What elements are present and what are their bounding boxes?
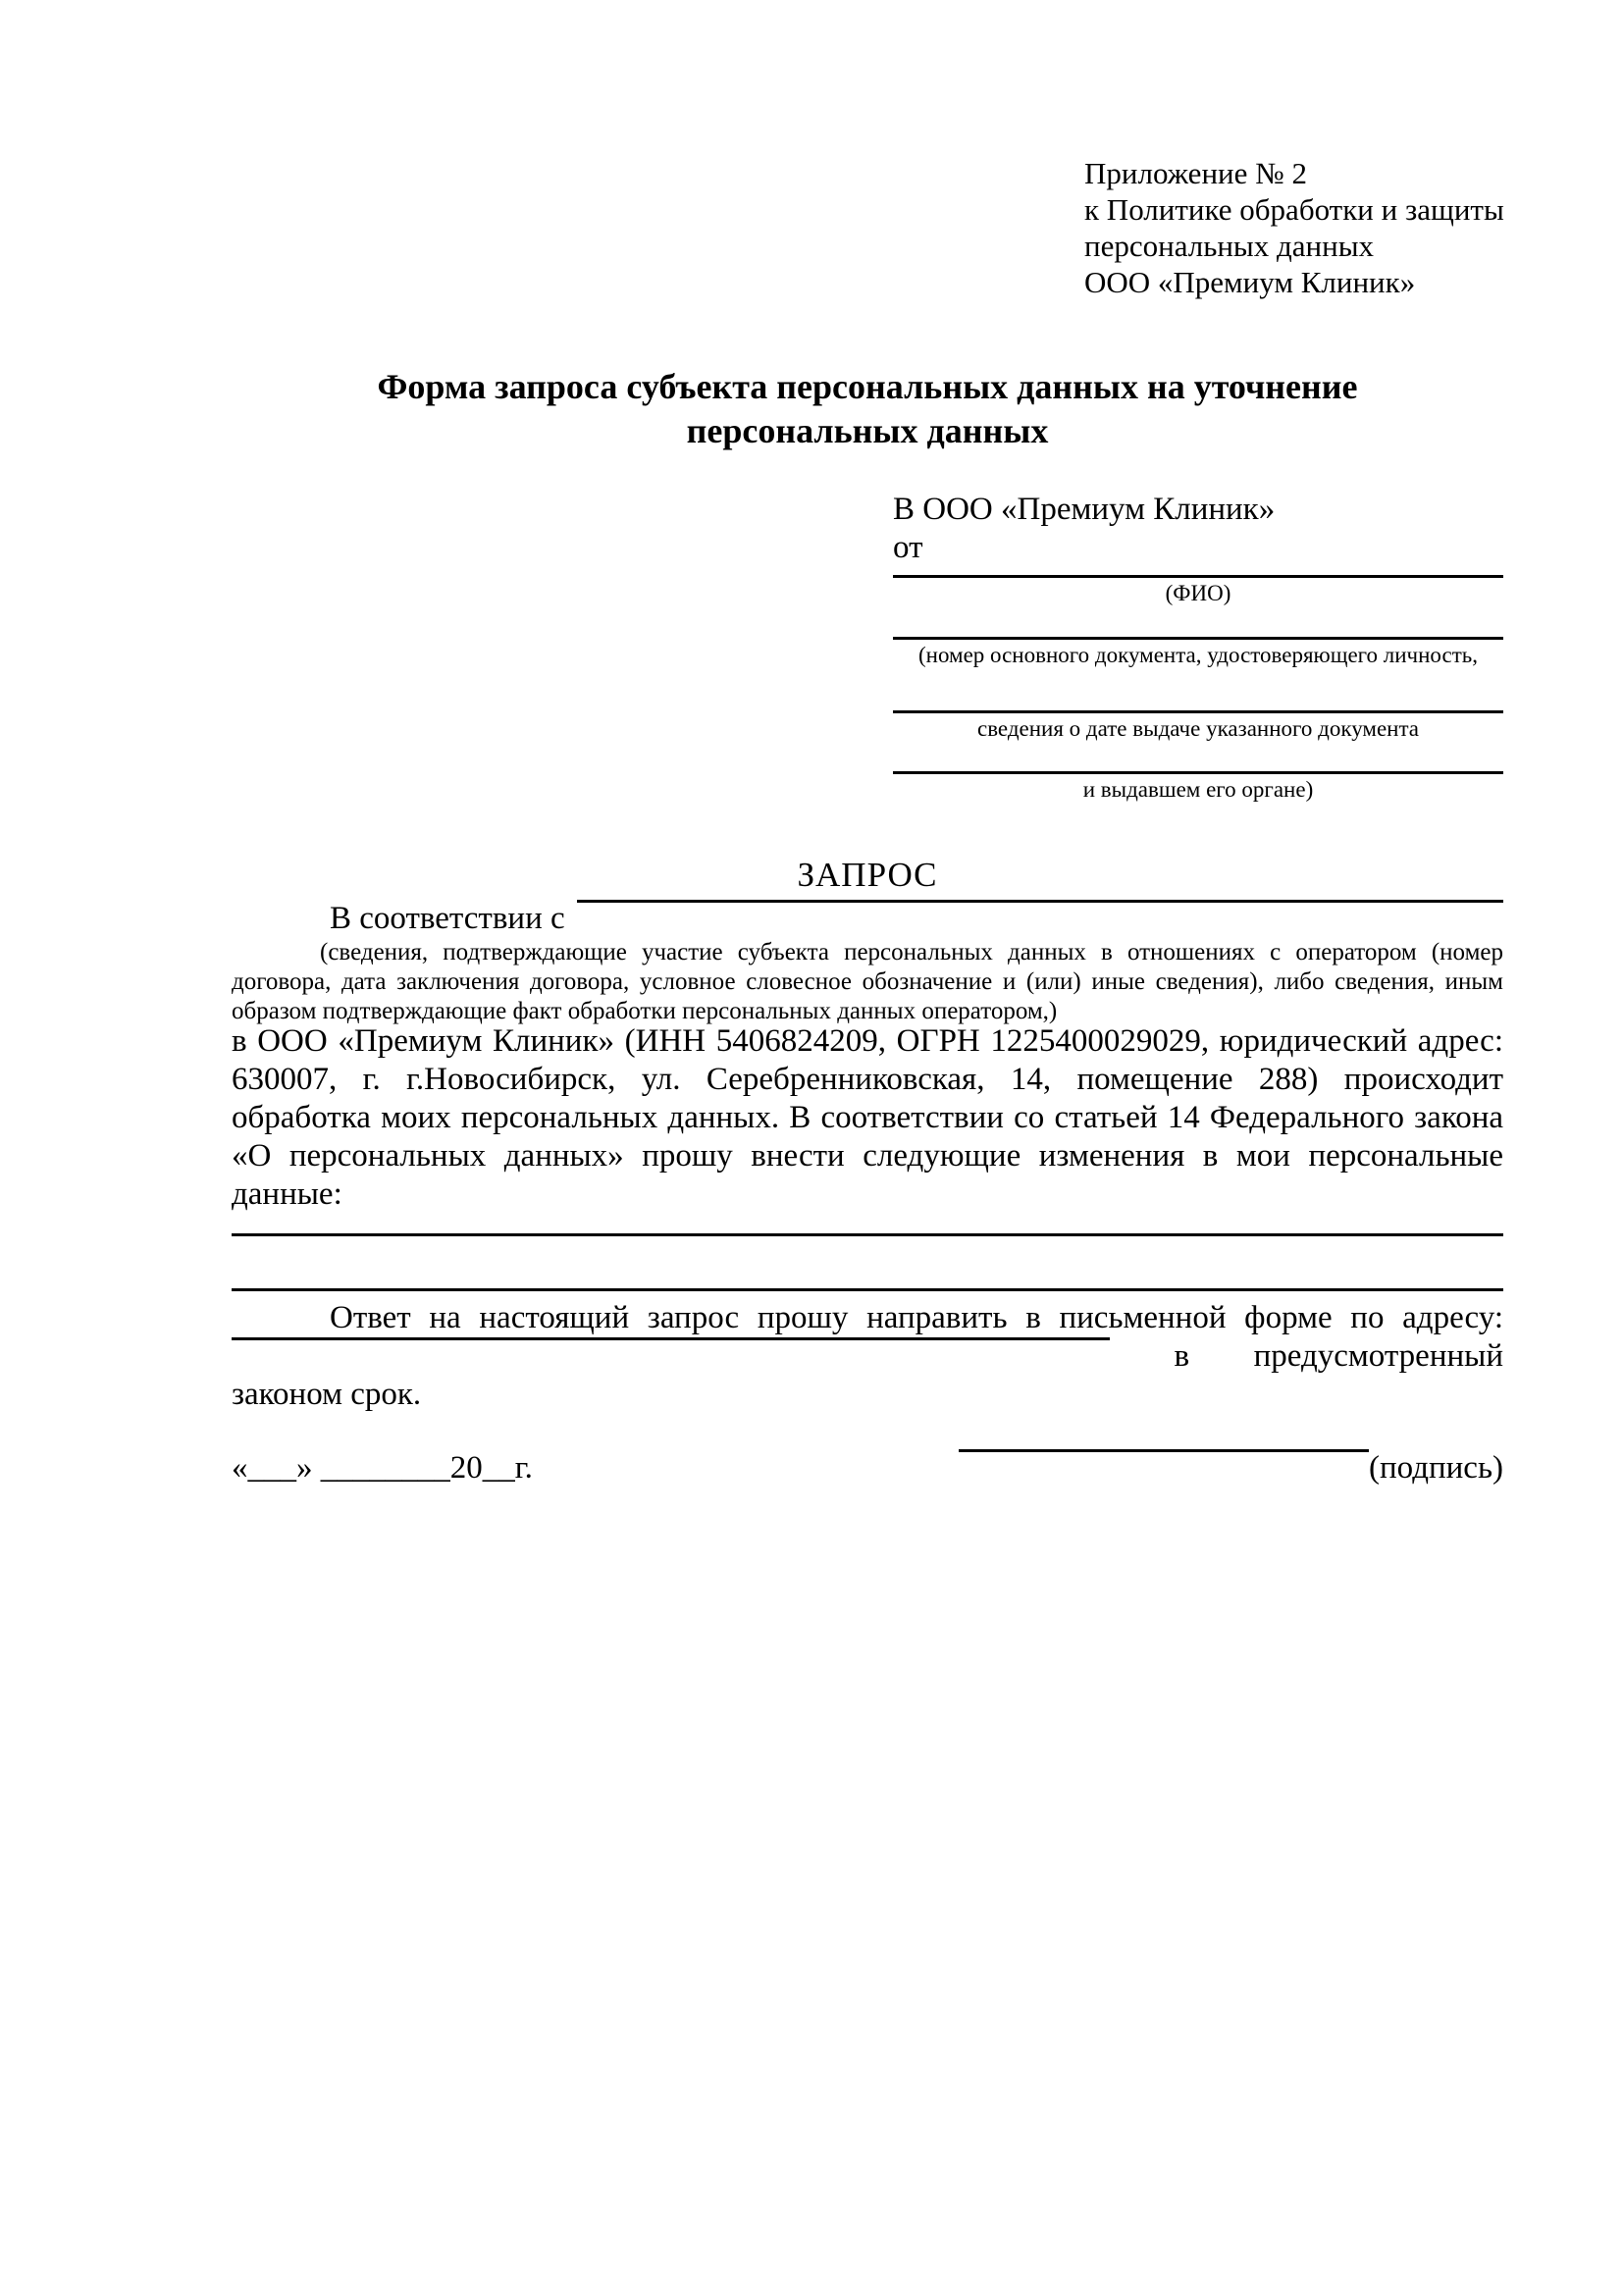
form-title: Форма запроса субъекта персональных данных на уточнение персональных данных bbox=[377, 367, 1358, 450]
amendments-blank-line-2 bbox=[232, 1288, 1503, 1291]
reply-instruction-line: Ответ на настоящий запрос прошу направить в письменной форме по адресу: bbox=[330, 1300, 1503, 1335]
request-body-paragraph: в ООО «Премиум Клиник» (ИНН 5406824209, ОГРН 1225400029029, юридический адрес: 630007, г. г.Новосибирск, ул. Серебренниковская, 14, помещение 288) происходит обработка моих персональных данных. В соответствии со статьей 14 Федерального закона «О персональных данных» прошу внести следующие изменения в мои персональные данные: bbox=[232, 1023, 1503, 1212]
appendix-note-line: к Политике обработки и защиты bbox=[1084, 192, 1504, 227]
document-date-blank-line bbox=[893, 710, 1503, 713]
appendix-note bbox=[1084, 155, 1503, 300]
document-number-blank-line bbox=[893, 637, 1503, 640]
document-number-caption: (номер основного документа, удостоверяющего личность, bbox=[917, 643, 1478, 667]
appendix-note-line: персональных данных bbox=[1084, 229, 1375, 263]
amendments-blank-line-1 bbox=[232, 1233, 1503, 1236]
appendix-note-line: Приложение № 2 bbox=[1084, 156, 1307, 190]
appendix-note-line: ООО «Премиум Клиник» bbox=[1084, 265, 1416, 299]
request-heading: ЗАПРОС bbox=[797, 856, 938, 894]
fio-caption: (ФИО) bbox=[1165, 581, 1231, 605]
intro-line bbox=[232, 900, 1503, 938]
signature-blank-line bbox=[959, 1449, 1369, 1452]
signature-area bbox=[959, 1449, 1503, 1488]
intro-blank-line bbox=[577, 900, 1503, 903]
reply-address-blank-line bbox=[232, 1337, 1110, 1340]
document-issuer-blank-line bbox=[893, 771, 1503, 774]
addressee-to: В ООО «Премиум Клиник» bbox=[893, 492, 1276, 527]
document-date-caption: сведения о дате выдаче указанного документа bbox=[976, 716, 1420, 741]
reply-word-v: в bbox=[1174, 1338, 1190, 1374]
addressee-from-label: от bbox=[893, 530, 923, 565]
date-placeholder: «___» ________20__г. bbox=[232, 1450, 533, 1486]
reply-address-line bbox=[232, 1337, 1503, 1376]
intro-prefix: В соответствии с bbox=[330, 901, 565, 936]
fio-blank-line bbox=[893, 575, 1503, 578]
addressee-block bbox=[893, 491, 1503, 804]
signature-caption: (подпись) bbox=[1369, 1450, 1503, 1486]
date-signature-row bbox=[232, 1449, 1503, 1488]
reply-word-predusmotrennyy: предусмотренный bbox=[1253, 1338, 1503, 1374]
intro-caption: (сведения, подтверждающие участие субъекта персональных данных в отношениях с оператором (номер договора, дата заключения договора, условное словесное обозначение и (или) иные сведения), либо сведения, иным образом подтверждающие факт обработки персональных данных оператором,) bbox=[232, 939, 1503, 1024]
document-issuer-caption: и выдавшем его органе) bbox=[1082, 777, 1314, 802]
reply-closing: законом срок. bbox=[232, 1377, 422, 1412]
